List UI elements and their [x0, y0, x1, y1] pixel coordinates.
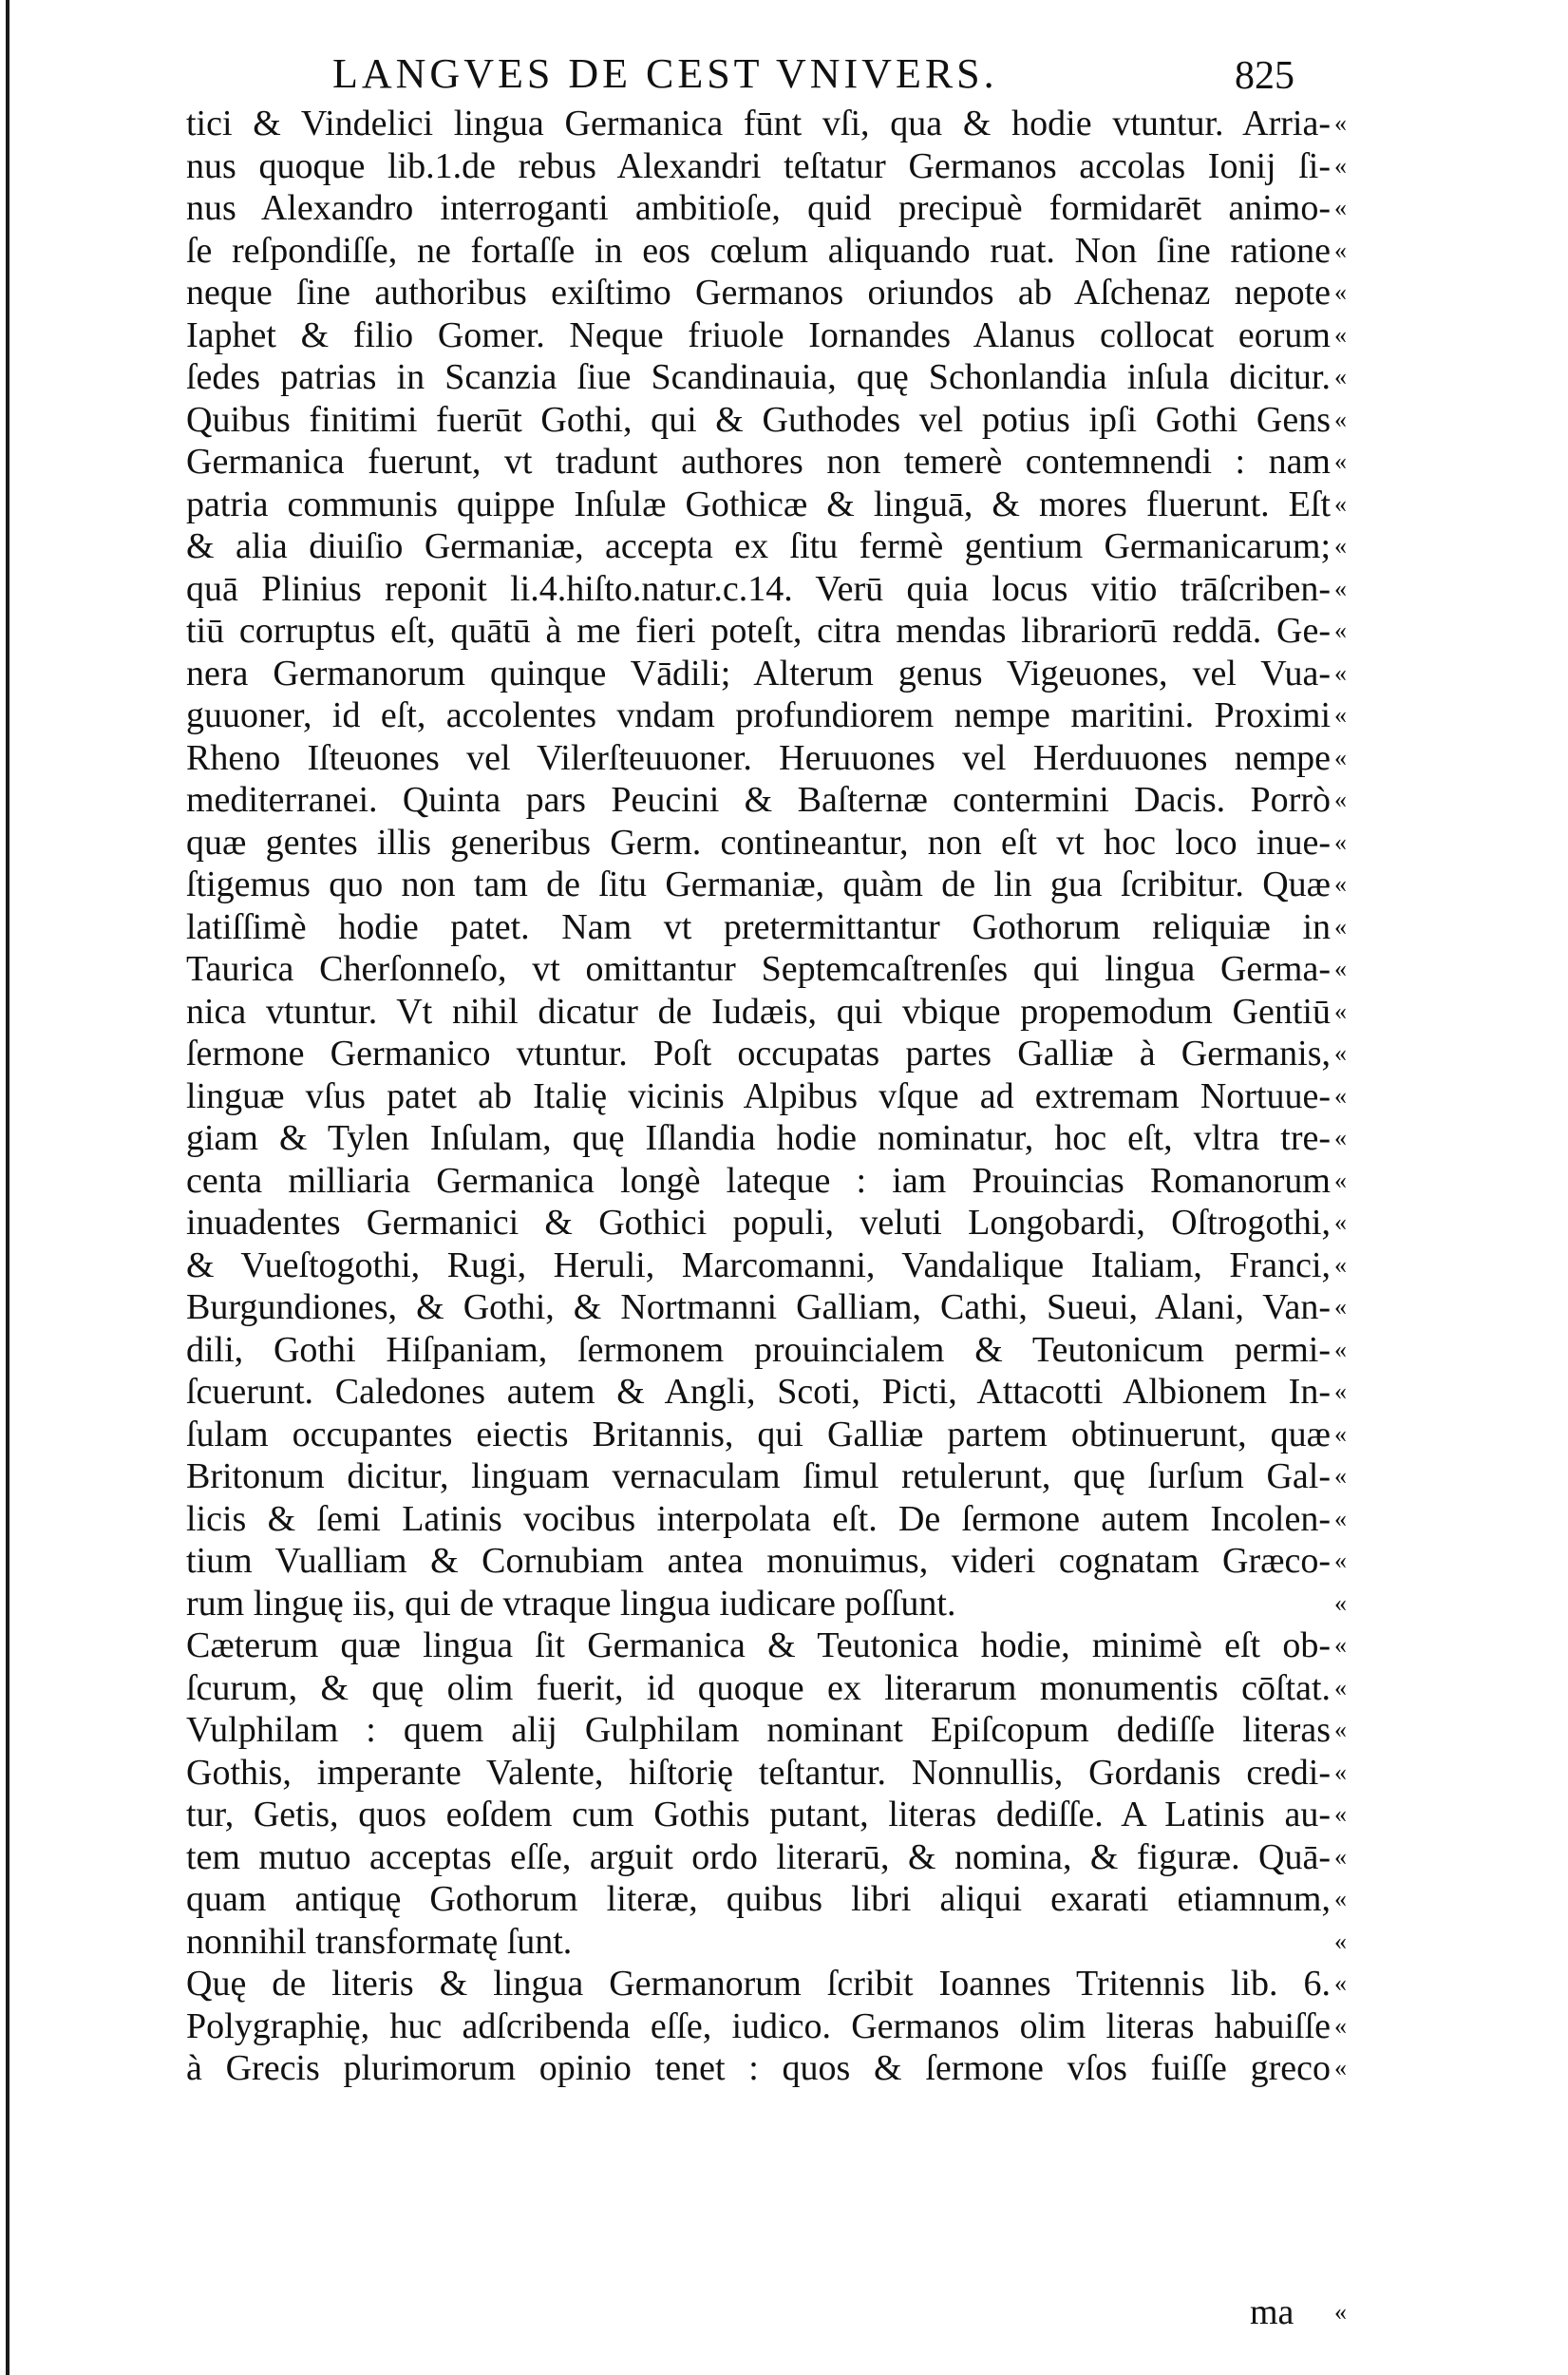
body-text: [186, 103, 1331, 2090]
text-line: ſe reſpondiſſe, ne fortaſſe in eos cœlum aliquando ruat. Non ſine ratione: [186, 230, 1331, 271]
quotation-marker: «: [1334, 1758, 1347, 1786]
quotation-marker: «: [1334, 1631, 1347, 1659]
quotation-marker: «: [1334, 1166, 1347, 1194]
quotation-marker: «: [1334, 827, 1347, 856]
text-line: Britonum dicitur, linguam vernaculam ſimul retulerunt, quę ſurſum Gal-: [186, 1456, 1331, 1496]
text-line: tur, Getis, quos eoſdem cum Gothis putant, literas dediſſe. A Latinis au-: [186, 1795, 1331, 1834]
quotation-marker: «: [1334, 1927, 1347, 1955]
text-line: latiſſimè hodie patet. Nam vt pretermittantur Gothorum reliquiæ in: [186, 906, 1331, 947]
page-number: 825: [1235, 54, 1294, 98]
quotation-marker: «: [1334, 1208, 1347, 1236]
quotation-marker: «: [1334, 1716, 1347, 1743]
quotation-marker: «: [1334, 1419, 1347, 1448]
text-line: tici & Vindelici lingua Germanica fūnt vſi, qua & hodie vtuntur. Arria-: [186, 104, 1331, 143]
text-line: Vulphilam : quem alij Gulphilam nominant Epiſcopum dediſſe literas: [186, 1710, 1331, 1750]
text-line: centa milliaria Germanica longè lateque : iam Prouincias Romanorum: [186, 1160, 1331, 1201]
quotation-marker: «: [1334, 363, 1347, 390]
quotation-marker: «: [1334, 617, 1347, 644]
quotation-marker: «: [1334, 997, 1347, 1025]
text-line: tiū corruptus eſt, quātū à me fieri poteſt, citra mendas librariorū reddā. Ge-: [186, 611, 1331, 651]
quotation-marker: «: [1334, 1842, 1347, 1871]
text-line: giam & Tylen Inſulam, quę Iſlandia hodie nominatur, hoc eſt, vltra tre-: [186, 1118, 1331, 1158]
text-line: Cæterum quæ lingua ſit Germanica & Teutonica hodie, minimè eſt ob-: [186, 1625, 1331, 1665]
text-line: ſedes patrias in Scanzia ſiue Scandinauia, quę Schonlandia inſula dicitur.: [186, 357, 1331, 397]
text-line: mediterranei. Quinta pars Peucini & Baſternæ contermini Dacis. Porrò: [186, 780, 1331, 820]
quotation-marker: «: [1334, 1039, 1347, 1067]
text-line: Iaphet & filio Gomer. Neque friuole Iornandes Alanus collocat eorum: [186, 314, 1331, 355]
quotation-marker: «: [1334, 1081, 1347, 1110]
text-line: rum linguę iis, qui de vtraque lingua iudicare poſſunt.: [186, 1583, 956, 1624]
text-line: Gothis, imperante Valente, hiſtorię teſtantur. Nonnullis, Gordanis credi-: [186, 1752, 1331, 1793]
text-line: ſermone Germanico vtuntur. Poſt occupatas partes Galliæ à Germanis,: [186, 1034, 1331, 1074]
text-line: nica vtuntur. Vt nihil dicatur de Iudæis, qui vbique propemodum Gentiū: [186, 991, 1331, 1032]
quotation-marker: «: [1334, 2054, 1347, 2081]
quotation-marker: «: [1334, 1504, 1347, 1532]
catchword: ma: [1250, 2292, 1294, 2332]
text-line: neque ſine authoribus exiſtimo Germanos oriundos ab Aſchenaz nepote: [186, 273, 1331, 313]
quotation-marker: «: [1334, 1250, 1347, 1279]
quotation-marker: «: [1334, 1673, 1347, 1701]
text-line: ſcurum, & quę olim fuerit, id quoque ex literarum monumentis cōſtat.: [186, 1667, 1331, 1708]
quotation-marker: «: [1334, 2298, 1347, 2326]
text-line: ſulam occupantes eiectis Britannis, qui Galliæ partem obtinuerunt, quæ: [186, 1414, 1331, 1454]
text-line: & alia diuiſio Germaniæ, accepta ex ſitu fermè gentium Germanicarum;: [186, 526, 1331, 566]
text-line: Quę de literis & lingua Germanorum ſcribit Ioannes Tritennis lib. 6.: [186, 1964, 1331, 2004]
text-line: licis & ſemi Latinis vocibus interpolata eſt. De ſermone autem Incolen-: [186, 1498, 1331, 1539]
text-line: Taurica Cherſonneſo, vt omittantur Septemcaſtrenſes qui lingua Germa-: [186, 949, 1331, 989]
text-line: dili, Gothi Hiſpaniam, ſermonem prouincialem & Teutonicum permi-: [186, 1329, 1331, 1370]
quotation-marker: «: [1334, 743, 1347, 771]
text-line: patria communis quippe Inſulæ Gothicæ & linguā, & mores fluerunt. Eſt: [186, 484, 1331, 524]
quotation-marker: «: [1334, 701, 1347, 729]
quotation-marker: «: [1334, 489, 1347, 518]
quotation-marker: «: [1334, 405, 1347, 433]
text-line: quam antiquę Gothorum literæ, quibus libri aliqui exarati etiamnum,: [186, 1879, 1331, 1919]
quotation-marker: «: [1334, 574, 1347, 602]
quotation-marker: «: [1334, 1588, 1347, 1617]
text-line: à Grecis plurimorum opinio tenet : quos & ſermone vſos fuiſſe greco: [186, 2048, 1331, 2088]
text-line: Burgundiones, & Gothi, & Nortmanni Galliam, Cathi, Sueui, Alani, Van-: [186, 1287, 1331, 1327]
page-spine-edge: [6, 0, 9, 2375]
quotation-marker: «: [1334, 151, 1347, 180]
quotation-marker: «: [1334, 1335, 1347, 1363]
quotation-marker: «: [1334, 1885, 1347, 1912]
quotation-marker: «: [1334, 1293, 1347, 1320]
quotation-marker: «: [1334, 1969, 1347, 1997]
quotation-marker: «: [1334, 870, 1347, 898]
text-line: nera Germanorum quinque Vādili; Alterum genus Vigeuones, vel Vua-: [186, 653, 1331, 694]
quotation-marker: «: [1334, 320, 1347, 349]
running-head: LANGVES DE CEST VNIVERS.: [332, 50, 998, 97]
text-line: quæ gentes illis generibus Germ. contineantur, non eſt vt hoc loco inue-: [186, 822, 1331, 863]
quotation-marker: «: [1334, 1547, 1347, 1574]
text-line: Quibus finitimi fuerūt Gothi, qui & Guthodes vel potius ipſi Gothi Gens: [186, 399, 1331, 440]
quotation-marker: «: [1334, 1378, 1347, 1405]
text-line: tem mutuo acceptas eſſe, arguit ordo literarū, & nomina, & figuræ. Quā-: [186, 1836, 1331, 1877]
text-line: Germanica fuerunt, vt tradunt authores non temerè contemnendi : nam: [186, 442, 1331, 482]
quotation-marker: «: [1334, 109, 1347, 137]
text-line: nonnihil transformatę ſunt.: [186, 1921, 573, 1962]
quotation-marker: «: [1334, 658, 1347, 687]
text-line: nus quoque lib.1.de rebus Alexandri teſtatur Germanos accolas Ionij ſi-: [186, 145, 1331, 186]
quotation-marker: «: [1334, 786, 1347, 813]
text-line: ſtigemus quo non tam de ſitu Germaniæ, quàm de lin gua ſcribitur. Quæ: [186, 864, 1331, 904]
text-line: inuadentes Germanici & Gothici populi, veluti Longobardi, Oſtrogothi,: [186, 1203, 1331, 1243]
quotation-marker: «: [1334, 532, 1347, 560]
text-line: quā Plinius reponit li.4.hiſto.natur.c.14. Verū quia locus vitio trāſcriben-: [186, 568, 1331, 609]
quotation-markers: [1334, 103, 1372, 2090]
quotation-marker: «: [1334, 194, 1347, 221]
text-line: guuoner, id eſt, accolentes vndam profundiorem nempe maritini. Proximi: [186, 695, 1331, 735]
quotation-marker: «: [1334, 912, 1347, 940]
text-line: ſcuerunt. Caledones autem & Angli, Scoti, Picti, Attacotti Albionem In-: [186, 1372, 1331, 1412]
quotation-marker: «: [1334, 1462, 1347, 1490]
text-line: & Vueſtogothi, Rugi, Heruli, Marcomanni, Vandalique Italiam, Franci,: [186, 1244, 1331, 1285]
quotation-marker: «: [1334, 278, 1347, 306]
quotation-marker: «: [1334, 447, 1347, 475]
quotation-marker: «: [1334, 1124, 1347, 1151]
quotation-marker: «: [1334, 1800, 1347, 1828]
text-line: Polygraphię, huc adſcribenda eſſe, iudico. Germanos olim literas habuiſſe: [186, 2005, 1331, 2046]
quotation-marker: «: [1334, 2011, 1347, 2040]
text-line: linguæ vſus patet ab Italię vicinis Alpibus vſque ad extremam Nortuue-: [186, 1075, 1331, 1116]
text-line: tium Vualliam & Cornubiam antea monuimus, videri cognatam Græco-: [186, 1541, 1331, 1581]
text-line: Rheno Iſteuones vel Vilerſteuuoner. Heruuones vel Herduuones nempe: [186, 737, 1331, 778]
text-line: nus Alexandro interroganti ambitioſe, quid precipuè formidarēt animo-: [186, 188, 1331, 228]
quotation-marker: «: [1334, 236, 1347, 264]
quotation-marker: «: [1334, 955, 1347, 982]
